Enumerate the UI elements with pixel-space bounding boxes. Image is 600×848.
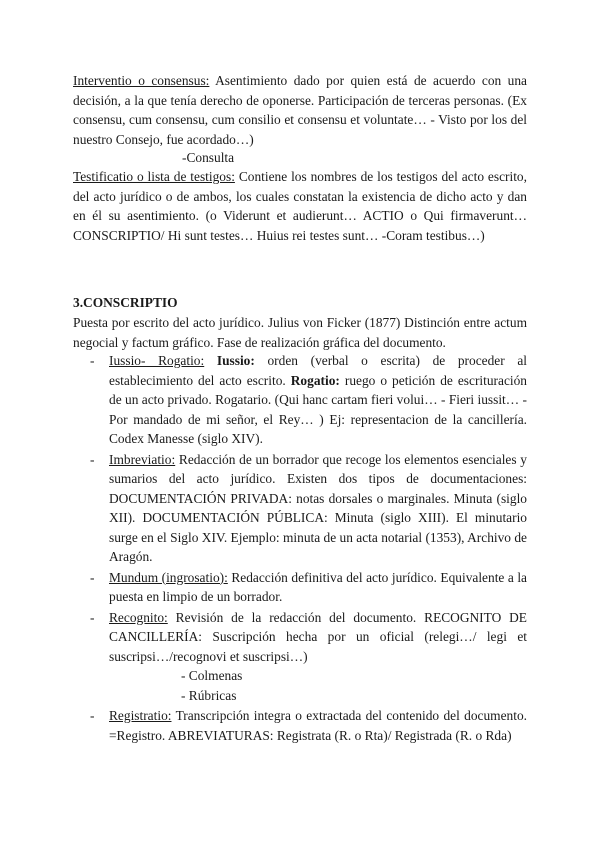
definition-interventio: Asentimiento dado por quien está de acuerdo con una decisión, a la que tenía derecho de oponerse. Participación de terceras personas. (Ex consensu, cum consensu, cum consilio et consensu et voluntate… - Visto por los del nuestro Consejo, fue acordado…)	[73, 73, 527, 147]
bullet-dash: -	[90, 569, 95, 585]
paragraph-testificatio	[73, 167, 527, 245]
bullet-dash: -	[90, 353, 95, 368]
list-item-iussio	[73, 351, 527, 449]
term-iussio: Iussio:	[216, 353, 255, 368]
term-recognito: Recognito:	[109, 609, 168, 625]
sub-item-rubricas: - Rúbricas	[181, 687, 237, 703]
list-item-registratio	[73, 706, 527, 745]
term-registratio: Registratio:	[109, 708, 172, 723]
bullet-dash: -	[90, 708, 95, 723]
definition-testificatio: Contiene los nombres de los testigos del acto escrito, del acto jurídico o de ambos, los cuales constatan la existencia de dicho acto y dan en él su asentimiento. (o Viderunt et audierunt… ACTIO o Qui firmaverunt… CONSCRIPTIO/ Hi sunt testes… Huius rei testes sunt… -Coram testibus…)	[73, 169, 527, 243]
definition-iussio: orden (verbal o escrita) de proceder al establecimiento del acto escrito.	[109, 353, 527, 388]
bullet-dash: -	[90, 609, 95, 625]
term-interventio: Interventio o consensus:	[73, 73, 210, 88]
definition-recognito: Revisión de la redacción del documento. RECOGNITO DE CANCILLERÍA: Suscripción hecha por un oficial (relegi…/ legi et suscripsi…/recognovi et suscripsi…)	[109, 609, 527, 664]
note-consulta: -Consulta	[182, 150, 235, 165]
list-item-mundum	[73, 568, 527, 607]
definition-registratio: Transcripción integra o extractada del contenido del documento. =Registro. ABREVIATURAS: Registrata (R. o Rta)/ Registrada (R. o Rda)	[109, 708, 527, 743]
term-rogatio: Rogatio:	[290, 372, 340, 388]
section-intro: Puesta por escrito del acto jurídico. Julius von Ficker (1877) Distinción entre actum negocial y factum gráfico. Fase de realización gráfica del documento.	[73, 315, 527, 350]
sub-item-colmenas: - Colmenas	[181, 668, 243, 683]
bullet-dash: -	[90, 451, 95, 467]
definition-imbreviatio: Redacción de un borrador que recoge los elementos esenciales y sumarios del acto jurídico. Existen dos tipos de documentaciones: DOCUMENTACIÓN PRIVADA: notas dorsales o marginales. Minuta (siglo XII). DOCUMENTACIÓN PÚBLICA: Minuta (siglo XIII). El minutario surge en el Siglo XIV. Ejemplo: minuta de un acta notarial (1353), Archivo de Aragón.	[109, 451, 527, 564]
term-iussio-rogatio: Iussio- Rogatio:	[109, 353, 205, 368]
term-mundum: Mundum (ingrosatio):	[109, 569, 228, 585]
stages-list	[73, 351, 527, 746]
paragraph-interventio	[73, 71, 527, 149]
definition-rogatio: ruego o petición de escrituración de un acto privado. Rogatario. (Qui hanc cartam fieri volui… - Fieri iussit… - Por mandado de mi señor, el Rey… ) Ej: representacion de la cancillería. Codex Manesse (siglo XIV).	[109, 372, 527, 446]
definition-mundum: Redacción definitiva del acto jurídico. Equivalente a la puesta en limpio de un borrador.	[109, 569, 527, 604]
list-item-imbreviatio	[73, 450, 527, 567]
term-testificatio: Testificatio o lista de testigos:	[73, 169, 235, 184]
list-item-recognito	[73, 608, 527, 706]
term-imbreviatio: Imbreviatio:	[109, 451, 176, 467]
section-heading: 3.CONSCRIPTIO	[73, 295, 178, 310]
